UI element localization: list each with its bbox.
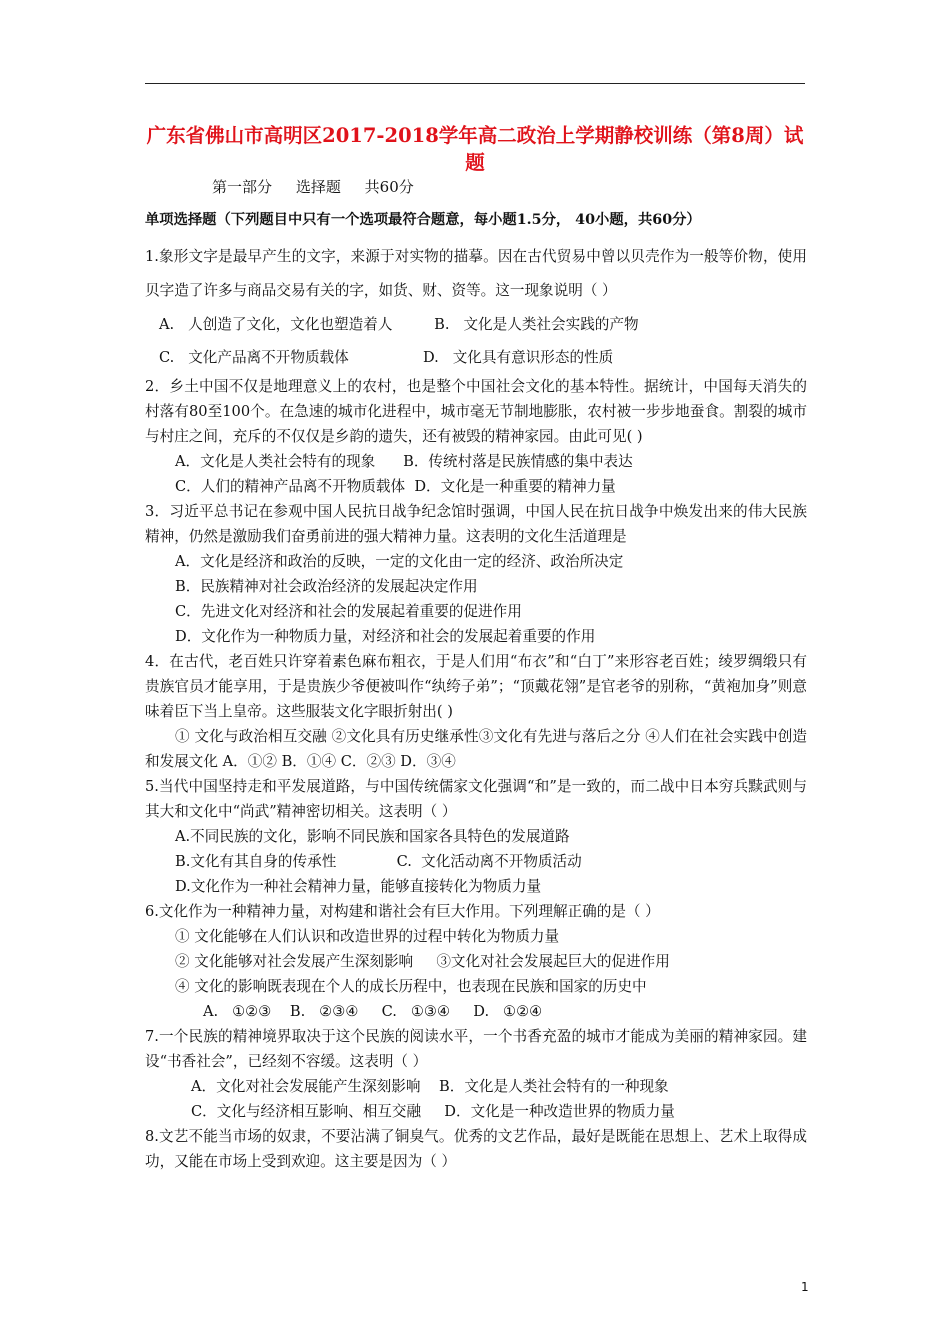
question-3-option-d: D．文化作为一种物质力量，对经济和社会的发展起着重要的作用	[175, 628, 596, 645]
question-6-choices: A. ①②③ B. ②③④ C. ①③④ D. ①②④	[203, 1003, 543, 1020]
question-7-options-cd: C．文化与经济相互影响、相互交融 D．文化是一种改造世界的物质力量	[191, 1103, 675, 1120]
question-1-options-cd: C. 文化产品离不开物质载体 D. 文化具有意识形态的性质	[159, 349, 614, 366]
question-6-item-4: ④ 文化的影响既表现在个人的成长历程中，也表现在民族和国家的历史中	[175, 978, 647, 995]
question-6-stem: 6.文化作为一种精神力量，对构建和谐社会有巨大作用。下列理解正确的是（ ）	[145, 903, 660, 920]
question-8-stem: 8.文艺不能当市场的奴隶，不要沾满了铜臭气。优秀的文艺作品，最好是既能在思想上、艺术上取得成功，又能在市场上受到欢迎。这主要是因为（ ）	[145, 1128, 807, 1170]
question-3-option-c: C．先进文化对经济和社会的发展起着重要的促进作用	[175, 603, 522, 620]
header-rule	[145, 83, 805, 84]
questions-body	[145, 240, 807, 1174]
question-2-stem: 2．乡土中国不仅是地理意义上的农村，也是整个中国社会文化的基本特性。据统计，中国每天消失的村落有80至100个。在急速的城市化进程中，城市毫无节制地膨胀，农村被一步步地蚕食。割裂的城市与村庄之间，充斥的不仅仅是乡韵的遗失，还有被毁的精神家园。由此可见( )	[145, 378, 807, 445]
question-3-option-b: B．民族精神对社会政治经济的发展起决定作用	[175, 578, 478, 595]
question-5-option-d: D.文化作为一种社会精神力量，能够直接转化为物质力量	[175, 878, 542, 895]
question-3-option-a: A．文化是经济和政治的反映，一定的文化由一定的经济、政治所决定	[175, 553, 624, 570]
section-instruction: 单项选择题（下列题目中只有一个选项最符合题意，每小题1.5分， 40小题，共60分）	[145, 212, 701, 228]
question-1-options-ab: A. 人创造了文化，文化也塑造着人 B. 文化是人类社会实践的产物	[159, 316, 639, 333]
question-7-options-ab: A．文化对社会发展能产生深刻影响 B．文化是人类社会特有的一种现象	[191, 1078, 669, 1095]
question-1-stem: 1.象形文字是最早产生的文字，来源于对实物的描摹。因在古代贸易中曾以贝壳作为一般等价物，使用贝字造了许多与商品交易有关的字，如货、财、资等。这一现象说明（ ）	[145, 248, 807, 299]
question-5-stem: 5.当代中国坚持走和平发展道路，与中国传统儒家文化强调“和”是一致的，而二战中日本穷兵黩武则与其大和文化中“尚武”精神密切相关。这表明（ ）	[145, 778, 807, 820]
part-heading: 第一部分 选择题 共60分	[212, 178, 414, 196]
question-2-options-ab: A．文化是人类社会特有的现象 B．传统村落是民族情感的集中表达	[175, 453, 633, 470]
document-title: 广东省佛山市高明区2017-2018学年高二政治上学期静校训练（第8周）试题	[146, 124, 804, 174]
question-4-stem: 4．在古代，老百姓只许穿着素色麻布粗衣，于是人们用“布衣”和“白丁”来形容老百姓；绫罗绸缎只有贵族官员才能享用，于是贵族少爷便被叫作“纨绔子弟”；“顶戴花翎”是官老爷的别称，“黄袍加身”则意味着臣下当上皇帝。这些服装文化字眼折射出( )	[145, 653, 807, 720]
question-5-options-bc: B.文化有其自身的传承性 C. 文化活动离不开物质活动	[175, 853, 582, 870]
question-6-item-2-3: ② 文化能够对社会发展产生深刻影响 ③文化对社会发展起巨大的促进作用	[175, 953, 670, 970]
page-number: 1	[801, 1280, 809, 1294]
question-5-option-a: A.不同民族的文化，影响不同民族和国家各具特色的发展道路	[175, 828, 570, 845]
question-3-stem: 3．习近平总书记在参观中国人民抗日战争纪念馆时强调，中国人民在抗日战争中焕发出来的伟大民族精神，仍然是激励我们奋勇前进的强大精神力量。这表明的文化生活道理是	[145, 503, 807, 545]
question-7-stem: 7.一个民族的精神境界取决于这个民族的阅读水平，一个书香充盈的城市才能成为美丽的精神家园。建设“书香社会”，已经刻不容缓。这表明（ ）	[145, 1028, 807, 1070]
question-2-options-cd: C．人们的精神产品离不开物质载体 D．文化是一种重要的精神力量	[175, 478, 616, 495]
question-6-item-1: ① 文化能够在人们认识和改造世界的过程中转化为物质力量	[175, 928, 560, 945]
question-4-items: ① 文化与政治相互交融 ②文化具有历史继承性③文化有先进与落后之分 ④人们在社会实践中创造和发展文化 A．①② B．①④ C．②③ D．③④	[145, 728, 807, 770]
